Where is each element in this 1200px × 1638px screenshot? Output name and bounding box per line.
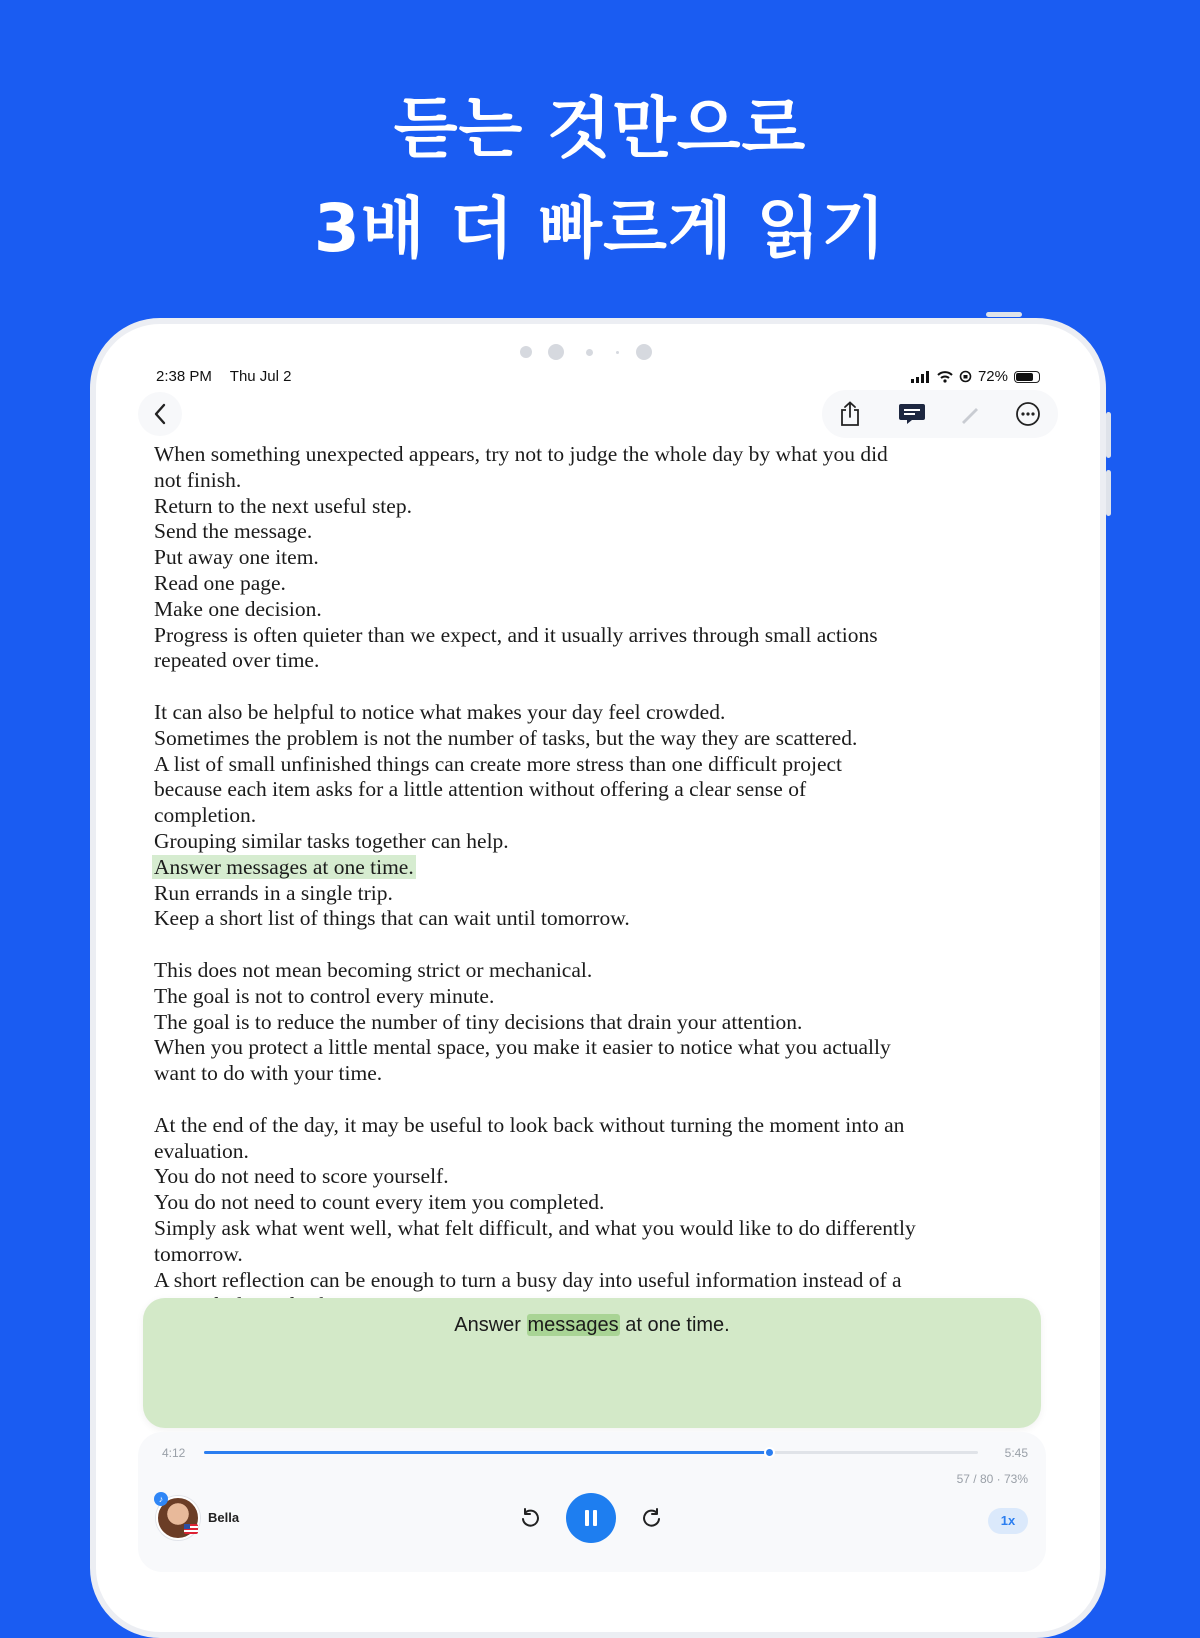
reader-line: At the end of the day, it may be useful to look back without turning the moment into an bbox=[154, 1112, 905, 1137]
camera-sensors bbox=[96, 340, 1100, 364]
status-bar bbox=[156, 366, 1040, 388]
reader-line: Progress is often quieter than we expect, and it usually arrives through small actions bbox=[154, 622, 878, 647]
reader-line: Return to the next useful step. bbox=[154, 493, 412, 518]
audio-player bbox=[138, 1432, 1046, 1572]
share-button[interactable] bbox=[828, 392, 872, 436]
toolbar-action-group bbox=[822, 390, 1058, 438]
tablet-frame bbox=[90, 318, 1106, 1638]
reader-paragraph bbox=[154, 958, 1054, 1087]
reader-text[interactable] bbox=[154, 442, 1054, 1296]
caption-sentence bbox=[143, 1314, 1041, 1337]
reader-line: repeated over time. bbox=[154, 648, 320, 673]
reader-line: tomorrow. bbox=[154, 1241, 243, 1266]
reader-line: When something unexpected appears, try not to judge the whole day by what you did bbox=[154, 442, 888, 466]
elapsed-time: 4:12 bbox=[162, 1446, 186, 1460]
reader-line: Read one page. bbox=[154, 570, 286, 595]
pause-button[interactable] bbox=[566, 1493, 616, 1543]
reader-line: want to do with your time. bbox=[154, 1061, 383, 1086]
reader-line: Grouping similar tasks together can help. bbox=[154, 828, 509, 853]
reader-line: The goal is not to control every minute. bbox=[154, 983, 495, 1008]
subtitles-icon bbox=[898, 402, 926, 426]
caption-text-after: at one time. bbox=[619, 1314, 730, 1336]
reader-line: Sometimes the problem is not the number of tasks, but the way they are scattered. bbox=[154, 725, 858, 750]
forward-button[interactable] bbox=[636, 1502, 668, 1534]
reader-line: Make one decision. bbox=[154, 596, 322, 621]
reader-line: A short reflection can be enough to turn a busy day into useful information instead of a bbox=[154, 1267, 902, 1292]
voice-wave-icon: ♪ bbox=[154, 1492, 168, 1506]
progress-fill bbox=[204, 1451, 769, 1454]
rewind-button[interactable] bbox=[514, 1502, 546, 1534]
battery-icon bbox=[1014, 371, 1040, 383]
reader-line: evaluation. bbox=[154, 1138, 249, 1163]
promo-headline-line2: 3배 더 빠르게 읽기 bbox=[313, 190, 887, 267]
reader-line: Keep a short list of things that can wait until tomorrow. bbox=[154, 906, 630, 931]
battery-percent: 72% bbox=[977, 368, 1008, 385]
more-button[interactable] bbox=[1006, 392, 1050, 436]
share-icon bbox=[839, 401, 861, 427]
pause-icon bbox=[582, 1508, 600, 1528]
reader-line: Simply ask what went well, what felt difficult, and what you would like to do differently bbox=[154, 1215, 916, 1240]
reader-highlighted-sentence: Answer messages at one time. bbox=[154, 854, 414, 879]
reader-line: Send the message. bbox=[154, 519, 313, 544]
reader-line: Run errands in a single trip. bbox=[154, 880, 393, 905]
reader-toolbar bbox=[138, 390, 1058, 438]
rewind-icon bbox=[519, 1507, 541, 1529]
reader-paragraph bbox=[154, 700, 1054, 932]
highlight-pen-icon bbox=[958, 402, 982, 426]
reader-line: The goal is to reduce the number of tiny decisions that drain your attention. bbox=[154, 1009, 803, 1034]
reader-line: This does not mean becoming strict or mechanical. bbox=[154, 957, 593, 982]
reader-line: because each item asks for a little attention without offering a clear sense of bbox=[154, 777, 807, 802]
status-date: Thu Jul 2 bbox=[229, 368, 292, 385]
us-flag-icon bbox=[184, 1524, 198, 1534]
progress-slider[interactable] bbox=[204, 1451, 978, 1454]
caption-current-word: messages bbox=[527, 1314, 619, 1336]
forward-icon bbox=[641, 1507, 663, 1529]
reader-paragraph bbox=[154, 1113, 1054, 1319]
back-chevron-icon bbox=[153, 403, 167, 425]
caption-text-before: Answer bbox=[454, 1314, 527, 1336]
status-time: 2:38 PM bbox=[156, 368, 212, 385]
highlight-button[interactable] bbox=[948, 392, 992, 436]
reader-line: completion. bbox=[154, 803, 257, 828]
reader-line: When you protect a little mental space, you make it easier to notice what you actually bbox=[154, 1035, 891, 1060]
reader-line: You do not need to score yourself. bbox=[154, 1164, 449, 1189]
reader-line: It can also be helpful to notice what makes your day feel crowded. bbox=[154, 699, 726, 724]
promo-headline-line1: 듣는 것만으로 bbox=[393, 90, 807, 167]
reader-line: Put away one item. bbox=[154, 545, 319, 570]
subtitles-button[interactable] bbox=[890, 392, 934, 436]
reader-line: not finish. bbox=[154, 467, 242, 492]
progress-knob[interactable] bbox=[764, 1447, 775, 1458]
voice-name[interactable]: Bella bbox=[208, 1510, 240, 1525]
wifi-icon bbox=[937, 371, 953, 383]
sentence-position: 57 / 80 · 73% bbox=[956, 1472, 1028, 1486]
more-icon bbox=[1015, 401, 1041, 427]
orientation-lock-icon bbox=[959, 370, 972, 383]
speed-button[interactable]: 1x bbox=[988, 1508, 1028, 1534]
cellular-signal-icon bbox=[911, 371, 931, 383]
volume-down-button bbox=[1106, 470, 1111, 516]
total-time: 5:45 bbox=[1004, 1446, 1028, 1460]
reader-paragraph bbox=[154, 442, 1054, 674]
volume-up-button bbox=[1106, 412, 1111, 458]
back-button[interactable] bbox=[138, 392, 182, 436]
reader-line: A list of small unfinished things can create more stress than one difficult project bbox=[154, 751, 843, 776]
reader-line: You do not need to count every item you completed. bbox=[154, 1190, 605, 1215]
caption-panel bbox=[143, 1298, 1041, 1428]
tablet-top-button bbox=[986, 312, 1022, 317]
